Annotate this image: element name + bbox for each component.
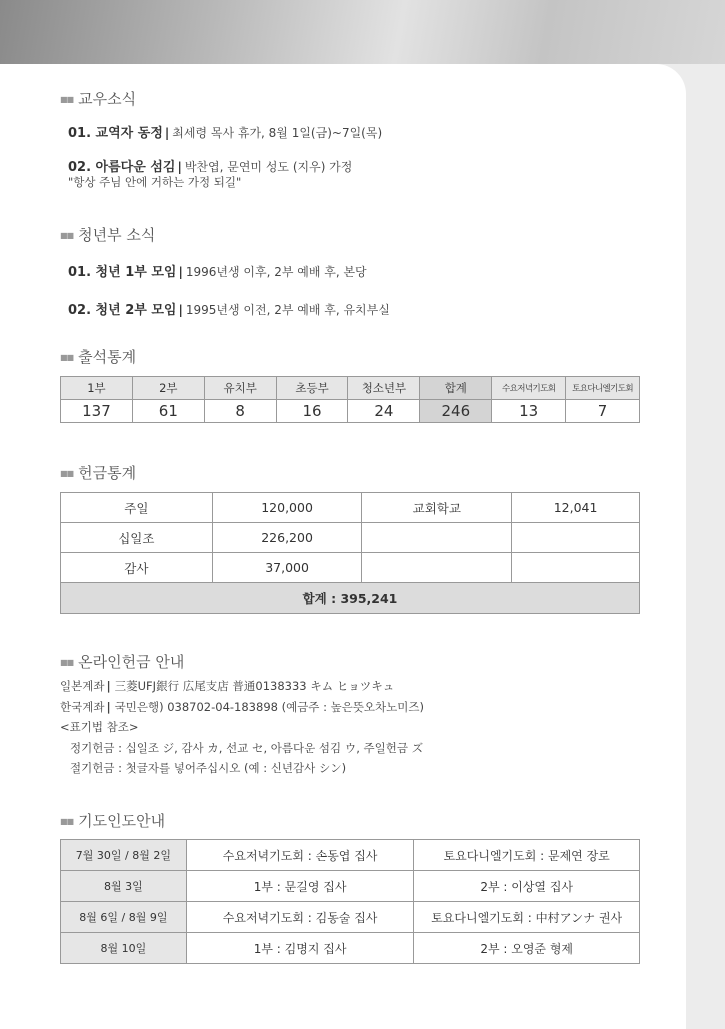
attendance-header-total: 합계 [420, 377, 492, 400]
bullet-icon: ■■ [60, 658, 74, 667]
bullet-icon: ■■ [60, 95, 74, 104]
offering-total: 합계 : 395,241 [61, 583, 640, 614]
attendance-header: 청소년부 [348, 377, 420, 400]
section-title-attendance: ■■ 출석통계 [60, 348, 137, 366]
attendance-header-row [61, 377, 640, 400]
bullet-icon: ■■ [60, 817, 74, 826]
section-title-faculty: ■■ 교우소식 [60, 90, 137, 108]
table-row: 7월 30일 / 8월 2일 수요저녁기도회 : 손동엽 집사 토요다니엘기도회 : 문제연 장로 [61, 840, 640, 871]
attendance-value-total: 246 [420, 400, 492, 423]
table-row: 8월 10일 1부 : 김명지 집사 2부 : 오영준 형제 [61, 933, 640, 964]
table-row: 8월 3일 1부 : 문길영 집사 2부 : 이상열 집사 [61, 871, 640, 902]
japan-account-number: 三菱UFJ銀行 広尾支店 普通0138333 キム ヒョツキュ [114, 679, 395, 693]
attendance-value: 61 [132, 400, 204, 423]
attendance-table [60, 376, 640, 423]
side-band [686, 64, 725, 1029]
attendance-header: 유치부 [204, 377, 276, 400]
attendance-value: 16 [276, 400, 348, 423]
bullet-icon: ■■ [60, 353, 74, 362]
offering-total-row [61, 583, 640, 614]
table-row: 주일 120,000 교회학교 12,041 [61, 493, 640, 523]
attendance-header: 초등부 [276, 377, 348, 400]
attendance-header: 1부 [61, 377, 133, 400]
faculty-item-2: 02. 아름다운 섬김 | 박찬엽, 문연미 성도 (지우) 가정 [68, 160, 353, 175]
faculty-item-2-note: "항상 주님 안에 거하는 가정 되길" [68, 175, 242, 189]
prayer-table [60, 839, 640, 964]
section-title-youth: ■■ 청년부 소식 [60, 226, 156, 244]
table-row: 감사 37,000 [61, 553, 640, 583]
attendance-value: 13 [492, 400, 566, 423]
bullet-icon: ■■ [60, 469, 74, 478]
attendance-header: 토요다니엘기도회 [566, 377, 640, 400]
attendance-value: 7 [566, 400, 640, 423]
korea-account-number: 국민은행) 038702-04-183898 (예금주 : 높은뜻오차노미즈) [114, 700, 424, 714]
attendance-header: 수요저녁기도회 [492, 377, 566, 400]
section-title-offering: ■■ 헌금통계 [60, 464, 137, 482]
attendance-value-row [61, 400, 640, 423]
section-title-online: ■■ 온라인헌금 안내 [60, 653, 185, 671]
youth-item-1: 01. 청년 1부 모임 | 1996년생 이후, 2부 예배 후, 본당 [68, 265, 367, 280]
notation-regular: 정기헌금 : 십일조 ジ, 감사 カ, 선교 セ, 아름다운 섬김 ウ, 주일헌금 ズ [70, 741, 424, 755]
attendance-header: 2부 [132, 377, 204, 400]
offering-table [60, 492, 640, 614]
bullet-icon: ■■ [60, 231, 74, 240]
attendance-value: 24 [348, 400, 420, 423]
faculty-item-1: 01. 교역자 동정 | 최세령 목사 휴가, 8월 1일(금)~7일(목) [68, 126, 383, 141]
header-banner [0, 0, 725, 64]
section-title-prayer: ■■ 기도인도안내 [60, 812, 166, 830]
attendance-value: 8 [204, 400, 276, 423]
table-row: 십일조 226,200 [61, 523, 640, 553]
attendance-value: 137 [61, 400, 133, 423]
notation-heading: <표기법 참조> [60, 720, 139, 734]
japan-account: 일본계좌 | 三菱UFJ銀行 広尾支店 普通0138333 キム ヒョツキュ [60, 679, 395, 693]
table-row: 8월 6일 / 8월 9일 수요저녁기도회 : 김동술 집사 토요다니엘기도회 : 中村アンナ 권사 [61, 902, 640, 933]
youth-item-2: 02. 청년 2부 모임 | 1995년생 이전, 2부 예배 후, 유치부실 [68, 303, 390, 318]
notation-seasonal: 절기헌금 : 첫글자를 넣어주십시오 (예 : 신년감사 シン) [70, 761, 347, 775]
korea-account: 한국계좌 | 국민은행) 038702-04-183898 (예금주 : 높은뜻오차노미즈) [60, 700, 424, 714]
